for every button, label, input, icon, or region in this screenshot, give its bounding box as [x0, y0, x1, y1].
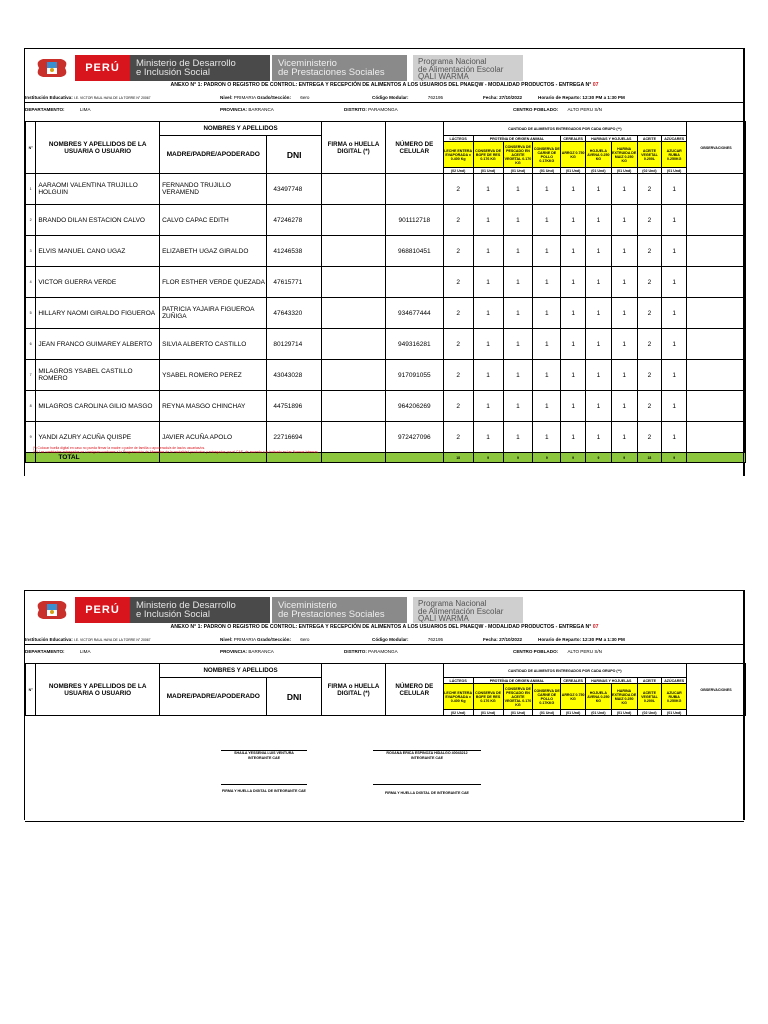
table-row [26, 329, 746, 360]
quantity-cell: 1 [533, 329, 561, 360]
food-group-header: CEREALES [561, 678, 586, 684]
quantity-cell: 1 [503, 174, 533, 205]
product-header: CONSERVA DE CARNE DE POLLO 0.17KKG [533, 142, 561, 168]
unit-header: (02 Und) [443, 710, 473, 716]
total-quantity: 9 [533, 453, 561, 463]
anexo-title: ANEXO N° 1: PADRON O REGISTRO DE CONTROL: ENTREGA Y RECEPCIÓN DE ALIMENTOS A LOS USUARIOS DEL PNAEQW - MODALIDAD PRODUCTOS - ENTREGA N° 07 [170, 82, 599, 88]
peru-coat-of-arms-icon [33, 597, 71, 623]
firma-cell[interactable] [322, 267, 386, 298]
quantity-cell: 2 [443, 174, 473, 205]
total-quantity: 9 [503, 453, 533, 463]
dni-cell: 47643320 [267, 298, 322, 329]
quantity-cell: 1 [586, 391, 612, 422]
celular-cell: 934677444 [385, 298, 443, 329]
row-number: 6 [26, 329, 36, 360]
observaciones-cell[interactable] [687, 174, 746, 205]
food-group-header: HARINAS Y HOJUELAS [586, 678, 638, 684]
usuario-cell: BRANDO DILAN ESTACION CALVO [36, 205, 160, 236]
form-page-2: PERÚ Ministerio de Desarrollo e Inclusión Social Viceministerio de Prestaciones Sociales Programa Nacional de Alimentación Escolar QALI WARMA ANEXO N° 1: PADRON O REGISTRO DE CONTROL: ENTREGA Y RECEPCIÓN DE ALIMENTOS A LOS USUARIOS DEL PNAEQW - MODALIDAD PRODUCTOS - ENTREGA N° 07 Institución Educativa: I.E. VICTOR RAUL HAYA DE LA TORRE N° 20067 Nivel: PRIMARIA Grado/Sección: 6ero Código Modular: 762195 Fecha: 27/10/2022 Horario de Reparto: 12:30 PM a 1:30 PM DEPARTAMENTO: LIMA PROVINCIA: BARRANCA DISTRITO: PARAMONGA CENTRO POBLADO: ALTO PERU S/N N° NOMBRES Y APELLIDOS DE LA USUARIA O USUARIO NOMBRES Y APELLIDOS FIRMA o HUELLA DIGITAL (*) NÚMERO DE CELULAR CANTIDAD DE ALIMENTOS ENTREGADOS POR CADA GRUPO (**) OBSERVACIONES MADRE/PADRE/APODERADO DNI LÁCTEOS PROTEÍNA DE ORIGEN ANIMAL CEREALES HARINAS Y HOJUELAS ACEITE AZÚCARES LECHE ENTERA EVAPORADA x 0.400 Kg CONSERVA DE BOFE DE RES 0.176 KG CONSERVA DE PESCADO EN ACEITE VEGETAL 0.170 KG CONSERVA DE CARNE DE POLLO 0.17KKG ARROZ 0.750 KG HOJUELA AVENA 0.250 KG HARINA EXTRUIDA DE MAIZ 0.250 KG ACEITE VEGETAL 0.200L AZUCAR RUBIA 0.250KG (02 Und) (01 Und) (01 Und) (01 Und) (01 Und) (01 Und) (01 Und) (02 Und) (01 Und) SHAILA YESSENIA LUIS VENTURA INTEGRANTE CAE ROXANA ERICA ESPINOZA HIDALGO 40043212 INTEGRANTE CAE FIRMA Y HUELLA DIGITAL DE INTEGRANTE CAE FIRMA Y HUELLA DIGITAL DE INTEGRANTE CAE [24, 590, 745, 820]
product-header: CONSERVA DE BOFE DE RES 0.176 KG [473, 142, 503, 168]
unit-header: (01 Und) [473, 168, 503, 174]
row-number: 3 [26, 236, 36, 267]
col-dni-header: DNI [267, 678, 322, 716]
form-page-1: PERÚ Ministerio de Desarrollo e Inclusión Social Viceministerio de Prestaciones Sociales Programa Nacional de Alimentación Escolar QALI WARMA ANEXO N° 1: PADRON O REGISTRO DE CONTROL: ENTREGA Y RECEPCIÓN DE ALIMENTOS A LOS USUARIOS DEL PNAEQW - MODALIDAD PRODUCTOS - ENTREGA N° 07 Institución Educativa: I.E. VICTOR RAUL HAYA DE LA TORRE N° 20067 Nivel: PRIMARIA Grado/Sección: 6ero Código Modular: 762195 Fecha: 27/10/2022 Horario de Reparto: 12:30 PM a 1:30 PM DEPARTAMENTO: LIMA PROVINCIA: BARRANCA DISTRITO: PARAMONGA CENTRO POBLADO: ALTO PERU S/N N° NOMBRES Y APELLIDOS DE LA USUARIA O USUARIO NOMBRES Y APELLIDOS FIRMA o HUELLA DIGITAL (*) NÚMERO DE CELULAR CANTIDAD DE ALIMENTOS ENTREGADOS POR CADA GRUPO (**) OBSERVACIONES MADRE/PADRE/APODERADO DNI LÁCTEOS PROTEÍNA DE ORIGEN ANIMAL CEREALES HARINAS Y HOJUELAS ACEITE AZÚCARES LECHE ENTERA EVAPORADA x 0.400 Kg CONSERVA DE BOFE DE RES 0.176 KG CONSERVA DE PESCADO EN ACEITE VEGETAL 0.170 KG CONSERVA DE CARNE DE POLLO 0.17KKG ARROZ 0.750 KG HOJUELA AVENA 0.250 KG HARINA EXTRUIDA DE MAIZ 0.250 KG ACEITE VEGETAL 0.200L AZUCAR RUBIA 0.250KG (02 Und) (01 Und) (01 Und) (01 Und) (01 Und) (01 Und) (01 Und) (02 Und) (01 Und) 1 AARAOMI VALENTINA TRUJILLO HOLGUIN FERNANDO TRUJILLO VERAMEND 43497748 2 1 1 1 1 1 1 2 1 2 BRANDO DILAN ESTACION CALVO CALVO CAPAC EDITH 47246278 901112718 2 1 1 1 1 1 1 2 1 3 ELVIS MANUEL CANO UGAZ ELIZABETH UGAZ GIRALDO 41246538 968810451 2 1 1 1 1 1 1 2 1 4 VICTOR GUERRA VERDE FLOR ESTHER VERDE QUEZADA 47615771 2 1 1 1 1 1 1 2 1 5 HILLARY NAOMI GIRALDO FIGUEROA PATRICIA YAJAIRA FIGUEROA ZUÑIGA 47643320 934677444 2 1 1 1 1 1 1 2 1 6 JEAN FRANCO GUIMAREY ALBERTO SILVIA ALBERTO CASTILLO 80129714 949316281 2 1 1 1 1 1 1 2 1 7 MILAGROS YSABEL CASTILLO ROMERO YSABEL ROMERO PEREZ 43043028 917091055 2 1 1 1 1 1 1 2 1 8 MILAGROS CAROLINA GILIO MASGO REYNA MASGO CHINCHAY 44751896 964206269 2 1 1 1 1 1 1 2 1 9 YANDI AZURY ACUÑA QUISPE JAVIER ACUÑA APOLO 22716694 972427096 2 1 1 1 1 1 1 2 1 TOTAL 18 9 9 9 9 9 9 18 9 (*) Colocar huella digital en caso no pueda firmar la madre o padre de familia o apoderado/a de las/os usuarias/os. (**) Las cantidades entregadas se consignan conforme a la Programación de Alimentos de la modalidad productos y entregadas por el CAE, de acuerdo a lo indicado en las Normas Internas. [24, 48, 745, 476]
food-group-header: LÁCTEOS [443, 136, 473, 142]
observaciones-cell[interactable] [687, 236, 746, 267]
quantity-cell: 1 [611, 360, 637, 391]
dni-cell: 44751896 [267, 391, 322, 422]
quantity-cell: 1 [561, 205, 586, 236]
usuario-cell: AARAOMI VALENTINA TRUJILLO HOLGUIN [36, 174, 160, 205]
quantity-cell: 2 [637, 236, 662, 267]
col-usuario-header: NOMBRES Y APELLIDOS DE LA USUARIA O USUARIO [36, 122, 160, 174]
quantity-cell: 1 [611, 329, 637, 360]
dni-cell: 47246278 [267, 205, 322, 236]
product-header: ACEITE VEGETAL 0.200L [637, 684, 662, 710]
madre-cell: FERNANDO TRUJILLO VERAMEND [160, 174, 267, 205]
madre-cell: PATRICIA YAJAIRA FIGUEROA ZUÑIGA [160, 298, 267, 329]
celular-cell [385, 174, 443, 205]
table-row [26, 174, 746, 205]
usuario-cell: JEAN FRANCO GUIMAREY ALBERTO [36, 329, 160, 360]
unit-header: (02 Und) [637, 710, 662, 716]
ministerio-label: Ministerio de Desarrollo e Inclusión Social [130, 597, 270, 623]
row-number: 7 [26, 360, 36, 391]
firma-cell[interactable] [322, 360, 386, 391]
quantity-cell: 1 [561, 267, 586, 298]
product-header: ARROZ 0.750 KG [561, 142, 586, 168]
row-number: 9 [26, 422, 36, 453]
quantity-cell: 2 [637, 267, 662, 298]
firma-cell[interactable] [322, 391, 386, 422]
dni-cell: 80129714 [267, 329, 322, 360]
unit-header: (02 Und) [443, 168, 473, 174]
usuario-cell: MILAGROS CAROLINA GILIO MASGO [36, 391, 160, 422]
unit-header: (01 Und) [611, 710, 637, 716]
observaciones-cell[interactable] [687, 205, 746, 236]
product-header: ACEITE VEGETAL 0.200L [637, 142, 662, 168]
table-row [26, 236, 746, 267]
total-quantity: 9 [561, 453, 586, 463]
signature-block-4: FIRMA Y HUELLA DIGITAL DE INTEGRANTE CAE [385, 791, 469, 795]
product-header: HOJUELA AVENA 0.250 KG [586, 142, 612, 168]
food-group-header: AZÚCARES [662, 136, 687, 142]
usuario-cell: MILAGROS YSABEL CASTILLO ROMERO [36, 360, 160, 391]
quantity-cell: 1 [561, 360, 586, 391]
col-observaciones-header: OBSERVACIONES [687, 122, 746, 174]
quantity-cell: 1 [611, 422, 637, 453]
dni-cell: 41246538 [267, 236, 322, 267]
celular-cell: 949316281 [385, 329, 443, 360]
table-row [26, 391, 746, 422]
signature-block-2: ROXANA ERICA ESPINOZA HIDALGO 40043212 INTEGRANTE CAE [386, 751, 468, 760]
total-quantity: 18 [443, 453, 473, 463]
table-row [26, 360, 746, 391]
ministerio-label: Ministerio de Desarrollo e Inclusión Social [130, 55, 270, 81]
unit-header: (01 Und) [533, 168, 561, 174]
quantity-cell: 1 [473, 267, 503, 298]
quantity-cell: 1 [473, 360, 503, 391]
firma-cell[interactable] [322, 205, 386, 236]
madre-cell: YSABEL ROMERO PEREZ [160, 360, 267, 391]
col-cantidad-header: CANTIDAD DE ALIMENTOS ENTREGADOS POR CADA GRUPO (**) [443, 122, 686, 136]
unit-header: (01 Und) [561, 710, 586, 716]
unit-header: (01 Und) [503, 710, 533, 716]
row-number: 4 [26, 267, 36, 298]
product-header: HARINA EXTRUIDA DE MAIZ 0.250 KG [611, 142, 637, 168]
peru-coat-of-arms-icon [33, 55, 71, 81]
padron-table [25, 121, 746, 463]
quantity-cell: 2 [443, 236, 473, 267]
total-quantity: 9 [473, 453, 503, 463]
quantity-cell: 1 [473, 236, 503, 267]
unit-header: (01 Und) [473, 710, 503, 716]
product-header: LECHE ENTERA EVAPORADA x 0.400 Kg [443, 684, 473, 710]
table-row [26, 205, 746, 236]
unit-header: (01 Und) [561, 168, 586, 174]
quantity-cell: 1 [586, 298, 612, 329]
quantity-cell: 1 [611, 391, 637, 422]
celular-cell: 901112718 [385, 205, 443, 236]
quantity-cell: 1 [503, 236, 533, 267]
quantity-cell: 2 [443, 391, 473, 422]
product-header: AZUCAR RUBIA 0.250KG [662, 142, 687, 168]
firma-cell[interactable] [322, 422, 386, 453]
col-num-header: N° [26, 122, 36, 174]
quantity-cell: 1 [662, 360, 687, 391]
quantity-cell: 2 [637, 298, 662, 329]
quantity-cell: 2 [637, 174, 662, 205]
quantity-cell: 1 [611, 298, 637, 329]
unit-header: (01 Und) [533, 710, 561, 716]
dni-cell: 47615771 [267, 267, 322, 298]
food-group-header: CEREALES [561, 136, 586, 142]
quantity-cell: 2 [637, 205, 662, 236]
total-row [26, 453, 746, 463]
quantity-cell: 1 [561, 329, 586, 360]
quantity-cell: 1 [586, 267, 612, 298]
observaciones-cell[interactable] [687, 360, 746, 391]
quantity-cell: 2 [443, 360, 473, 391]
col-celular-header: NÚMERO DE CELULAR [385, 664, 443, 716]
peru-label: PERÚ [75, 55, 130, 81]
peru-label: PERÚ [75, 597, 130, 623]
quantity-cell: 2 [443, 329, 473, 360]
quantity-cell: 1 [561, 391, 586, 422]
madre-cell: CALVO CAPAC EDITH [160, 205, 267, 236]
quantity-cell: 1 [586, 360, 612, 391]
usuario-cell: HILLARY NAOMI GIRALDO FIGUEROA [36, 298, 160, 329]
total-quantity: 18 [637, 453, 662, 463]
quantity-cell: 1 [533, 236, 561, 267]
row-number: 5 [26, 298, 36, 329]
quantity-cell: 1 [533, 422, 561, 453]
col-madre-header: MADRE/PADRE/APODERADO [160, 136, 267, 174]
product-header: LECHE ENTERA EVAPORADA x 0.400 Kg [443, 142, 473, 168]
observaciones-cell[interactable] [687, 422, 746, 453]
celular-cell [385, 267, 443, 298]
col-firma-header: FIRMA o HUELLA DIGITAL (*) [322, 122, 386, 174]
quantity-cell: 1 [586, 205, 612, 236]
food-group-header: PROTEÍNA DE ORIGEN ANIMAL [473, 136, 561, 142]
col-usuario-header: NOMBRES Y APELLIDOS DE LA USUARIA O USUARIO [36, 664, 160, 716]
quantity-cell: 1 [561, 422, 586, 453]
food-group-header: HARINAS Y HOJUELAS [586, 136, 638, 142]
madre-cell: JAVIER ACUÑA APOLO [160, 422, 267, 453]
footnotes: (*) Colocar huella digital en caso no pueda firmar la madre o padre de familia o apoderado/a de las/os usuarias/os. (**) Las cantidades entregadas se consignan conforme a la Programación de Alimentos de la modalidad productos y entregadas por el CAE, de acuerdo a lo indicado en las Normas Internas. [33, 446, 319, 454]
product-header: CONSERVA DE PESCADO EN ACEITE VEGETAL 0.170 KG [503, 142, 533, 168]
quantity-cell: 1 [611, 205, 637, 236]
observaciones-cell[interactable] [687, 298, 746, 329]
quantity-cell: 1 [611, 236, 637, 267]
product-header: HARINA EXTRUIDA DE MAIZ 0.250 KG [611, 684, 637, 710]
quantity-cell: 1 [533, 360, 561, 391]
usuario-cell: YANDI AZURY ACUÑA QUISPE [36, 422, 160, 453]
madre-cell: FLOR ESTHER VERDE QUEZADA [160, 267, 267, 298]
signature-block-3: FIRMA Y HUELLA DIGITAL DE INTEGRANTE CAE [222, 789, 306, 793]
unit-header: (01 Und) [662, 168, 687, 174]
quantity-cell: 1 [533, 391, 561, 422]
quantity-cell: 1 [503, 298, 533, 329]
quantity-cell: 1 [586, 174, 612, 205]
quantity-cell: 1 [533, 205, 561, 236]
dni-cell: 43043028 [267, 360, 322, 391]
quantity-cell: 1 [662, 205, 687, 236]
quantity-cell: 2 [637, 391, 662, 422]
food-group-header: AZÚCARES [662, 678, 687, 684]
product-header: HOJUELA AVENA 0.250 KG [586, 684, 612, 710]
quantity-cell: 1 [533, 298, 561, 329]
quantity-cell: 1 [473, 298, 503, 329]
usuario-cell: VICTOR GUERRA VERDE [36, 267, 160, 298]
quantity-cell: 1 [473, 205, 503, 236]
table-row [26, 267, 746, 298]
anexo-title: ANEXO N° 1: PADRON O REGISTRO DE CONTROL: ENTREGA Y RECEPCIÓN DE ALIMENTOS A LOS USUARIOS DEL PNAEQW - MODALIDAD PRODUCTOS - ENTREGA N° 07 [170, 624, 599, 630]
header-banner-2 [33, 595, 573, 625]
viceministerio-label: Viceministerio de Prestaciones Sociales [272, 597, 407, 623]
signature-block-1: SHAILA YESSENIA LUIS VENTURA INTEGRANTE CAE [234, 751, 294, 760]
quantity-cell: 1 [611, 174, 637, 205]
firma-cell[interactable] [322, 236, 386, 267]
quantity-cell: 1 [473, 422, 503, 453]
celular-cell: 917091055 [385, 360, 443, 391]
quantity-cell: 2 [637, 360, 662, 391]
quantity-cell: 1 [533, 267, 561, 298]
col-celular-header: NÚMERO DE CELULAR [385, 122, 443, 174]
quantity-cell: 2 [443, 267, 473, 298]
product-header: AZUCAR RUBIA 0.250KG [662, 684, 687, 710]
quantity-cell: 2 [637, 329, 662, 360]
row-number: 2 [26, 205, 36, 236]
col-firma-header: FIRMA o HUELLA DIGITAL (*) [322, 664, 386, 716]
col-dni-header: DNI [267, 136, 322, 174]
quantity-cell: 1 [561, 174, 586, 205]
madre-cell: REYNA MASGO CHINCHAY [160, 391, 267, 422]
row-number: 1 [26, 174, 36, 205]
quantity-cell: 2 [443, 298, 473, 329]
quantity-cell: 1 [533, 174, 561, 205]
food-group-header: ACEITE [637, 136, 662, 142]
food-group-header: PROTEÍNA DE ORIGEN ANIMAL [473, 678, 561, 684]
observaciones-cell[interactable] [687, 267, 746, 298]
firma-cell[interactable] [322, 298, 386, 329]
programa-label: Programa Nacional de Alimentación Escolar QALI WARMA [413, 55, 523, 81]
product-header: ARROZ 0.750 KG [561, 684, 586, 710]
quantity-cell: 1 [503, 267, 533, 298]
quantity-cell: 1 [662, 174, 687, 205]
quantity-cell: 2 [443, 205, 473, 236]
quantity-cell: 1 [561, 298, 586, 329]
quantity-cell: 1 [662, 267, 687, 298]
quantity-cell: 1 [473, 329, 503, 360]
quantity-cell: 1 [586, 422, 612, 453]
quantity-cell: 1 [503, 329, 533, 360]
quantity-cell: 1 [662, 298, 687, 329]
total-quantity: 9 [586, 453, 612, 463]
food-group-header: LÁCTEOS [443, 678, 473, 684]
col-num-header: N° [26, 664, 36, 716]
dni-cell: 43497748 [267, 174, 322, 205]
col-nombres-group-header: NOMBRES Y APELLIDOS [160, 664, 322, 678]
quantity-cell: 1 [662, 236, 687, 267]
celular-cell: 968810451 [385, 236, 443, 267]
quantity-cell: 1 [503, 391, 533, 422]
quantity-cell: 1 [586, 329, 612, 360]
firma-cell[interactable] [322, 329, 386, 360]
col-cantidad-header: CANTIDAD DE ALIMENTOS ENTREGADOS POR CADA GRUPO (**) [443, 664, 686, 678]
unit-header: (01 Und) [586, 710, 612, 716]
product-header: CONSERVA DE CARNE DE POLLO 0.17KKG [533, 684, 561, 710]
unit-header: (02 Und) [637, 168, 662, 174]
unit-header: (01 Und) [662, 710, 687, 716]
product-header: CONSERVA DE BOFE DE RES 0.176 KG [473, 684, 503, 710]
quantity-cell: 1 [503, 205, 533, 236]
quantity-cell: 1 [586, 236, 612, 267]
observaciones-cell[interactable] [687, 329, 746, 360]
quantity-cell: 1 [662, 329, 687, 360]
quantity-cell: 1 [473, 174, 503, 205]
table-row [26, 298, 746, 329]
dni-cell: 22716694 [267, 422, 322, 453]
quantity-cell: 2 [637, 422, 662, 453]
food-group-header: ACEITE [637, 678, 662, 684]
total-label: TOTAL [36, 453, 160, 463]
firma-cell[interactable] [322, 174, 386, 205]
madre-cell: ELIZABETH UGAZ GIRALDO [160, 236, 267, 267]
quantity-cell: 1 [503, 422, 533, 453]
quantity-cell: 1 [611, 267, 637, 298]
usuario-cell: ELVIS MANUEL CANO UGAZ [36, 236, 160, 267]
unit-header: (01 Und) [611, 168, 637, 174]
viceministerio-label: Viceministerio de Prestaciones Sociales [272, 55, 407, 81]
programa-label: Programa Nacional de Alimentación Escolar QALI WARMA [413, 597, 523, 623]
quantity-cell: 1 [662, 422, 687, 453]
quantity-cell: 1 [662, 391, 687, 422]
celular-cell: 964206269 [385, 391, 443, 422]
observaciones-cell[interactable] [687, 391, 746, 422]
row-number: 8 [26, 391, 36, 422]
total-quantity: 9 [611, 453, 637, 463]
unit-header: (01 Und) [503, 168, 533, 174]
celular-cell: 972427096 [385, 422, 443, 453]
col-observaciones-header: OBSERVACIONES [687, 664, 746, 716]
col-madre-header: MADRE/PADRE/APODERADO [160, 678, 267, 716]
madre-cell: SILVIA ALBERTO CASTILLO [160, 329, 267, 360]
unit-header: (01 Und) [586, 168, 612, 174]
col-nombres-group-header: NOMBRES Y APELLIDOS [160, 122, 322, 136]
quantity-cell: 1 [473, 391, 503, 422]
quantity-cell: 1 [561, 236, 586, 267]
quantity-cell: 2 [443, 422, 473, 453]
total-quantity: 9 [662, 453, 687, 463]
header-banner [33, 53, 573, 83]
quantity-cell: 1 [503, 360, 533, 391]
padron-table-header-2 [25, 663, 746, 716]
product-header: CONSERVA DE PESCADO EN ACEITE VEGETAL 0.170 KG [503, 684, 533, 710]
